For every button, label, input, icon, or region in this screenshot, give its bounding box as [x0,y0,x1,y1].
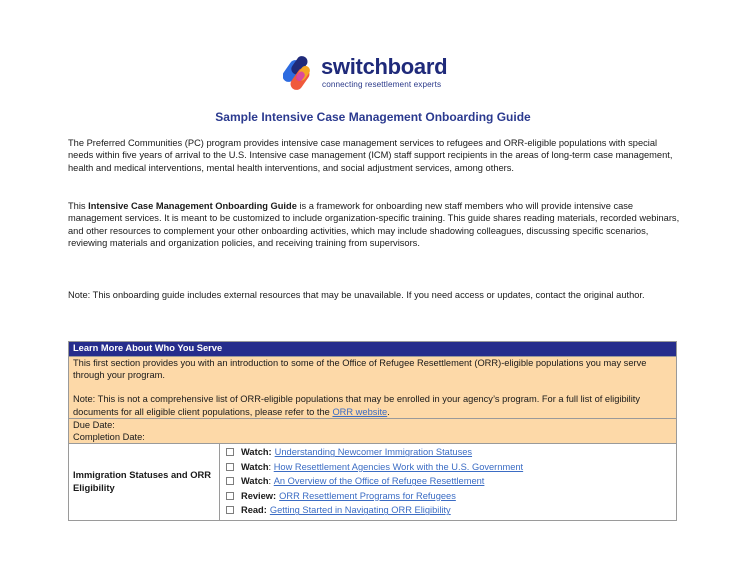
completion-date-label: Completion Date: [73,432,145,443]
resource-separator: : [268,476,274,487]
section-intro-row [69,357,677,419]
logo-wordmark: switchboard [321,54,448,79]
section-header: Learn More About Who You Serve [69,342,677,357]
resource-type: Watch [241,476,269,487]
intro-paragraph: The Preferred Communities (PC) program provides intensive case management services to refugees and ORR-eligible populations with special needs within five years of arrival to the U.S. Intensive case management (ICM) staff support recipients in the areas of long-term case management, health and medical interventions, mental health interventions, and social adjustment services, among others. [68,138,673,173]
dates-cell [69,418,677,443]
resource-link[interactable]: ORR Resettlement Programs for Refugees [279,490,456,501]
topic-title: Immigration Statuses and ORR Eligibility [69,444,220,521]
page-title: Sample Intensive Case Management Onboarding Guide [215,110,531,124]
resource-item [226,489,672,504]
due-date-label: Due Date: [73,419,115,430]
resource-link[interactable]: How Resettlement Agencies Work with the U.S. Government [273,461,524,472]
dates-row [69,418,677,443]
guide-rest: is a framework for onboarding new staff members who will provide intensive case management services. It is meant to be customized to include organization-specific training. This guide shares reading materials, recorded webinars, and other resources to complement your other onboarding activities, which may include shadowing colleagues, discussing specific scenarios, reviewing materials and organization policies, and receiving training from supervisors. [68,201,680,249]
resource-checkbox[interactable] [226,448,234,456]
logo-tagline: connecting resettlement experts [322,80,442,89]
guide-title-bold: Intensive Case Management Onboarding Guide [88,201,297,211]
resource-type: Read: [241,505,267,516]
section-note-suffix: . [387,406,390,417]
resource-item [226,445,672,460]
section-note-text: Note: This is not a comprehensive list of ORR-eligible populations that may be enrolled in your agency’s program. For a full list of eligibility documents for all eligible client populations, please refer to the [73,394,641,417]
resource-item [226,503,672,518]
resource-link[interactable]: Getting Started in Navigating ORR Eligibility [269,505,451,516]
section-intro-text: This first section provides you with an introduction to some of the Office of Refugee Resettlement (ORR)-eligible populations you may serve through your program. [73,358,647,381]
resource-checkbox[interactable] [226,492,234,500]
resource-type: Watch [241,461,269,472]
note-paragraph: Note: This onboarding guide includes external resources that may be unavailable. If you need access or updates, contact the original author. [68,290,645,300]
orr-website-link[interactable]: ORR website [332,406,388,417]
resource-item [226,474,672,489]
resource-checkbox[interactable] [226,463,234,471]
resource-type: Watch: [241,447,272,458]
resource-checkbox[interactable] [226,477,234,485]
guide-prefix: This [68,201,89,211]
topic-row [69,444,677,521]
resource-list [220,444,677,521]
section-header-row [69,342,677,357]
resource-link[interactable]: Understanding Newcomer Immigration Statuses [274,447,473,458]
guide-paragraph [68,200,680,250]
section-note [73,393,672,417]
switchboard-logo [283,53,468,95]
section-table [68,341,677,521]
resource-separator: : [268,461,274,472]
resource-type: Review: [241,490,277,501]
section-intro-cell [69,357,677,419]
resource-link[interactable]: An Overview of the Office of Refugee Resettlement [273,476,485,487]
resource-item [226,460,672,475]
switchboard-logo-icon [283,53,317,93]
resource-checkbox[interactable] [226,506,234,514]
